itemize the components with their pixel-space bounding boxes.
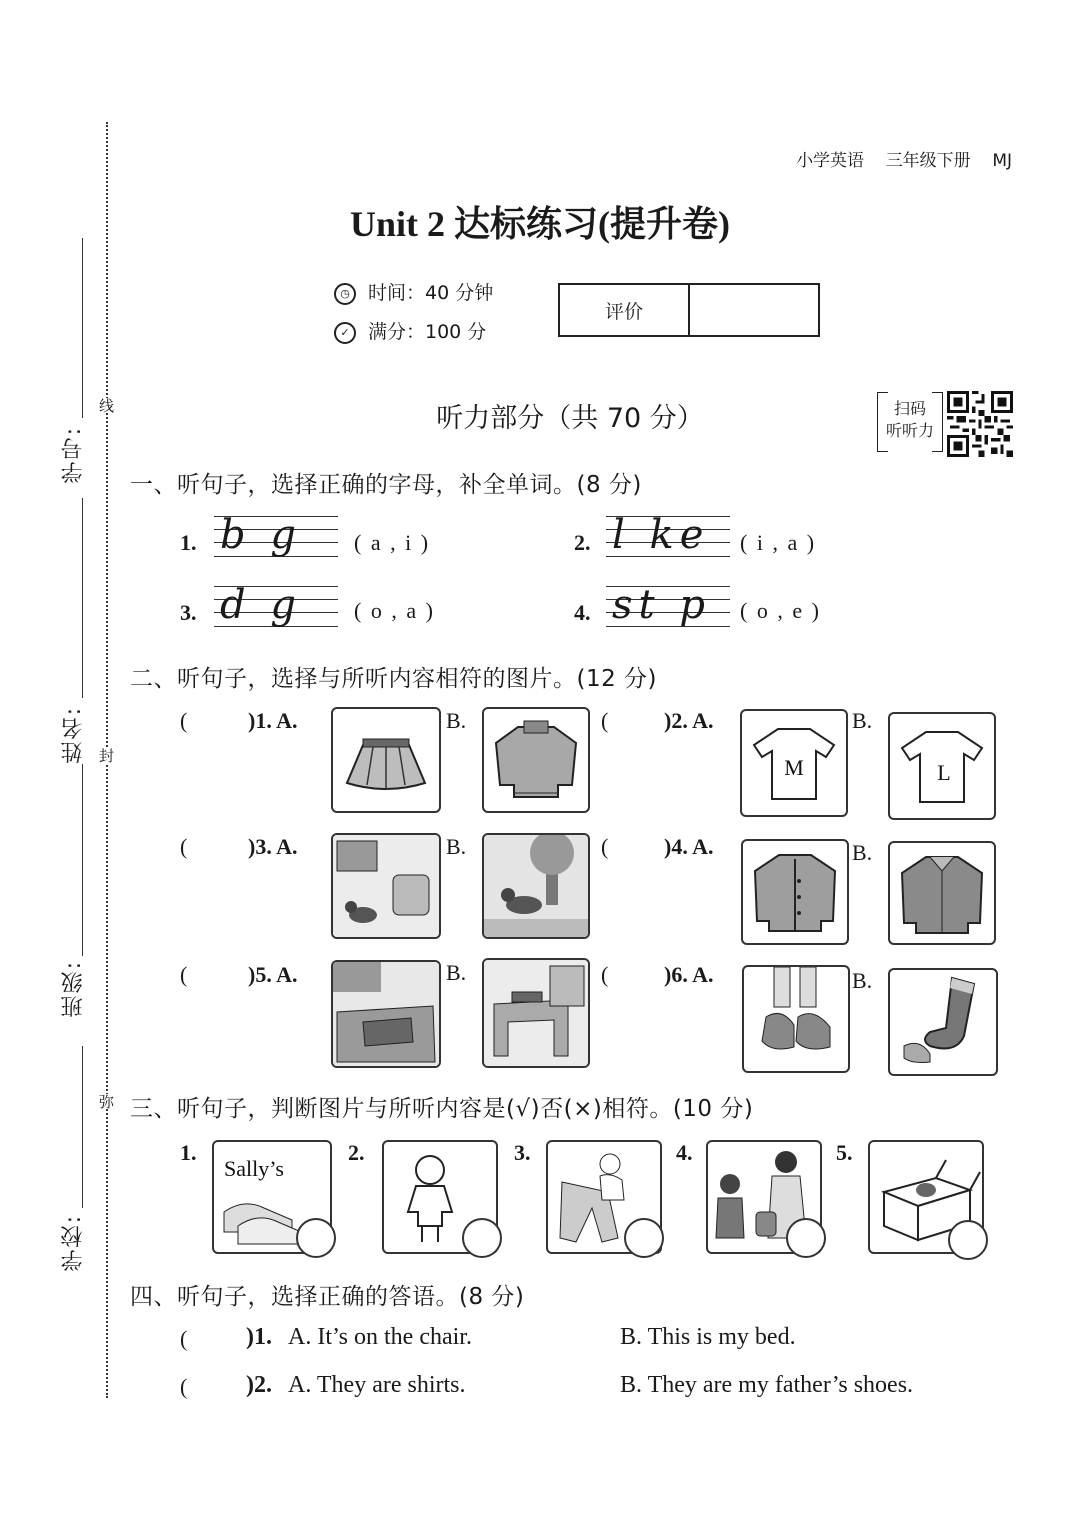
p3-q4-num: 4. (676, 1140, 693, 1165)
p2-q1-b: B. (446, 708, 467, 733)
eval-label: 评价 (560, 285, 690, 335)
p3-q2-answer-circle[interactable] (462, 1218, 502, 1258)
edition: MJ (992, 151, 1012, 171)
p4-q2-option-b[interactable]: B. They are my father’s shoes. (620, 1372, 914, 1398)
p1-q2-options: ( i , a ) (740, 530, 817, 555)
time-label: 时间：40 分钟 (368, 282, 494, 304)
p2-q6-paren[interactable]: ( (601, 962, 609, 987)
p3-q4-answer-circle[interactable] (786, 1218, 826, 1258)
student-id-label: 学号: (61, 426, 86, 484)
eval-blank[interactable] (690, 285, 818, 335)
shoes-picture[interactable] (742, 965, 850, 1073)
p3-q3-num: 3. (514, 1140, 531, 1165)
evaluation-box (558, 283, 820, 337)
class-field[interactable] (82, 764, 83, 956)
subject: 小学英语 (796, 151, 865, 171)
p1-q1-options: ( a , i ) (354, 530, 431, 555)
scan-line2: 听听力 (885, 421, 934, 440)
p2-q5-num: )5. A. (248, 962, 298, 987)
name-field[interactable] (82, 498, 83, 698)
cut-mark-line: 线 (97, 398, 115, 413)
score-row (334, 317, 486, 344)
p2-q2-paren[interactable]: ( (601, 708, 609, 733)
p2-q3-paren[interactable]: ( (180, 834, 188, 859)
part1-heading: 一、听句子，选择正确的字母，补全单词。(8 分) (130, 472, 642, 498)
page-title: Unit 2 达标练习(提升卷) (350, 204, 730, 244)
sneakers-caption: Sally’s (224, 1156, 284, 1181)
jacket-picture[interactable] (741, 839, 849, 945)
p2-q4-paren[interactable]: ( (601, 834, 609, 859)
p2-q1-num: )1. A. (248, 708, 298, 733)
p4-q2-num: )2. (246, 1372, 272, 1398)
sweater-picture[interactable] (482, 707, 590, 813)
p2-q4-num: )4. A. (664, 834, 714, 859)
p1-q4-num: 4. (574, 600, 591, 625)
p1-q2-grid[interactable] (606, 512, 730, 558)
p4-q1-option-b[interactable]: B. This is my bed. (620, 1324, 796, 1350)
time-row (334, 278, 493, 305)
p4-q2-paren[interactable]: ( (180, 1374, 188, 1399)
tshirt-m-picture[interactable] (740, 709, 848, 817)
skirt-picture[interactable] (331, 707, 441, 813)
p1-q4-options: ( o , e ) (740, 598, 821, 623)
cut-mark-seal: 封 (97, 748, 115, 763)
scan-line1: 扫码 (893, 399, 926, 418)
cut-mark-mi: 弥 (97, 1094, 115, 1109)
p2-q6-num: )6. A. (664, 962, 714, 987)
school-field[interactable] (82, 1046, 83, 1208)
tshirt-l-picture[interactable] (888, 712, 996, 820)
p2-q4-b: B. (852, 840, 873, 865)
header-info (796, 146, 1012, 171)
p2-q2-b: B. (852, 708, 873, 733)
p4-q1-option-a[interactable]: A. It’s on the chair. (288, 1324, 472, 1350)
tshirt-l-letter: L (937, 760, 951, 785)
p2-q2-num: )2. A. (664, 708, 714, 733)
p1-q1-word: b g (220, 512, 302, 558)
p1-q4-grid[interactable] (606, 582, 730, 628)
name-label: 姓名: (61, 706, 86, 764)
part4-heading: 四、听句子，选择正确的答语。(8 分) (130, 1284, 525, 1310)
p1-q1-grid[interactable] (214, 512, 338, 558)
dog-in-room-picture[interactable] (331, 833, 441, 939)
p4-q2-option-a[interactable]: A. They are shirts. (288, 1372, 466, 1398)
clothes-on-bed-picture[interactable] (331, 960, 441, 1068)
dog-in-yard-picture[interactable] (482, 833, 590, 939)
p4-q1-paren[interactable]: ( (180, 1326, 188, 1351)
class-label: 班级: (61, 960, 86, 1018)
p1-q4-word: st p (612, 582, 711, 628)
p3-q3-answer-circle[interactable] (624, 1218, 664, 1258)
p1-q3-word: d g (220, 582, 302, 628)
p3-q1-num: 1. (180, 1140, 197, 1165)
socks-picture[interactable] (888, 968, 998, 1076)
part2-heading: 二、听句子，选择与所听内容相符的图片。(12 分) (130, 666, 658, 692)
p1-q3-options: ( o , a ) (354, 598, 435, 623)
p3-q2-num: 2. (348, 1140, 365, 1165)
p2-q6-b: B. (852, 968, 873, 993)
score-label: 满分：100 分 (368, 321, 487, 343)
p1-q3-grid[interactable] (214, 582, 338, 628)
p2-q5-b: B. (446, 960, 467, 985)
p2-q5-paren[interactable]: ( (180, 962, 188, 987)
tshirt-m-letter: M (784, 755, 804, 780)
p3-q5-answer-circle[interactable] (948, 1220, 988, 1260)
clothes-on-desk-picture[interactable] (482, 958, 590, 1068)
p2-q3-num: )3. A. (248, 834, 298, 859)
p3-q5-num: 5. (836, 1140, 853, 1165)
check-icon: ✓ (334, 322, 356, 344)
clock-icon: ◷ (334, 283, 356, 305)
part3-heading: 三、听句子，判断图片与所听内容是(√)否(×)相符。(10 分) (130, 1096, 754, 1122)
p2-q3-b: B. (446, 834, 467, 859)
p1-q2-num: 2. (574, 530, 591, 555)
p1-q3-num: 3. (180, 600, 197, 625)
p3-q1-answer-circle[interactable] (296, 1218, 336, 1258)
scan-label (877, 392, 943, 456)
p2-q1-paren[interactable]: ( (180, 708, 188, 733)
school-label: 学校: (61, 1214, 86, 1272)
student-id-field[interactable] (82, 238, 83, 418)
shirt-picture[interactable] (888, 841, 996, 945)
listening-heading: 听力部分（共 70 分） (436, 403, 704, 434)
p1-q2-word: l ke (612, 512, 710, 558)
p4-q1-num: )1. (246, 1324, 272, 1350)
qr-code-icon[interactable] (947, 391, 1013, 457)
grade: 三年级下册 (885, 151, 971, 171)
p1-q1-num: 1. (180, 530, 197, 555)
